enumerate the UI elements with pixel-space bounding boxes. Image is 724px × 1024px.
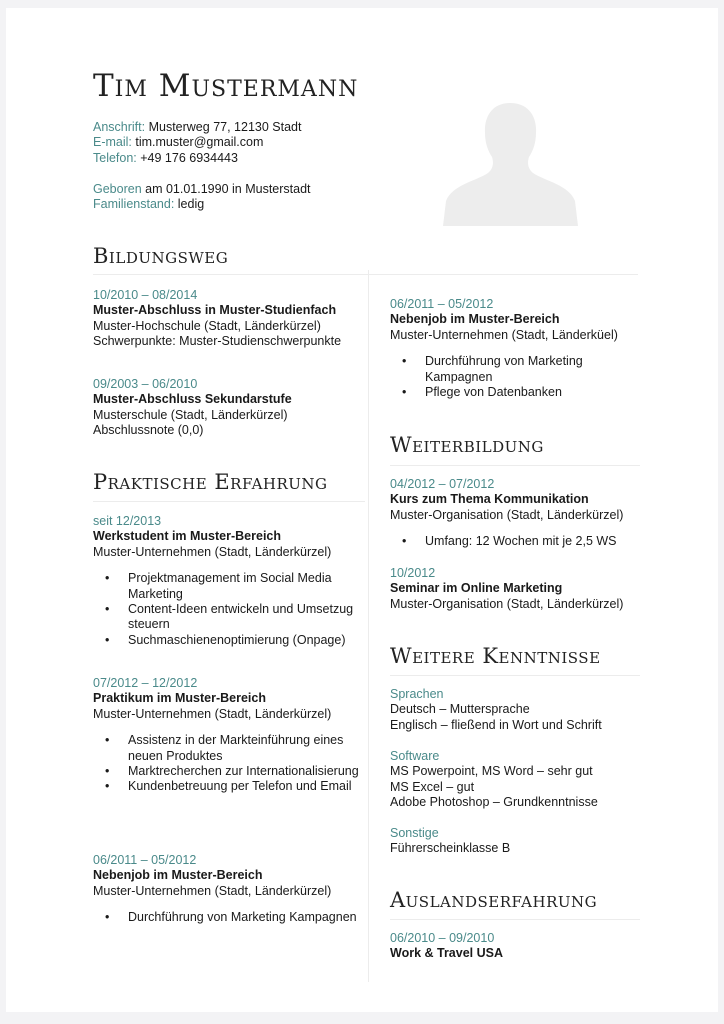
entry-title: Kurs zum Thema Kommunikation [390,492,589,507]
section-title-education: Bildungsweg [93,244,229,268]
entry-title: Werkstudent im Muster-Bereich [93,529,282,544]
status-value: ledig [174,197,205,212]
skills-label: Software [390,749,440,763]
skills-line: Führerscheinklasse B [390,841,511,856]
entry-org: Muster-Unternehmen (Stadt, Länderküel) [390,327,618,342]
skills-label: Sonstige [390,826,439,840]
skills-group [390,749,640,811]
education-entry [93,377,363,439]
entry-title: Seminar im Online Marketing [390,581,563,596]
entry-date: 06/2010 – 09/2010 [390,931,495,945]
entry-title: Muster-Abschluss in Muster-Studienfach [93,303,337,318]
entry-date: 09/2003 – 06/2010 [93,377,198,391]
address-label: Anschrift: [93,120,146,134]
cv-page [6,8,718,1012]
list-item: • Suchmaschienenoptimierung (Onpage) [93,633,363,648]
entry-date: 06/2011 – 05/2012 [390,297,494,311]
address-line [93,120,311,135]
entry-org: Muster-Unternehmen (Stadt, Länderkürzel) [93,706,332,721]
phone-label: Telefon: [93,150,137,165]
birth-label: Geboren [93,181,142,196]
contact-block [93,120,311,212]
entry-date: 06/2011 – 05/2012 [93,853,197,867]
entry-org: Muster-Unternehmen (Stadt, Länderkürzel) [93,544,332,559]
entry-date: 07/2012 – 12/2012 [93,676,198,690]
email-label: E-mail: [93,135,132,150]
experience-entry [93,853,363,926]
divider [390,919,640,920]
entry-org: Muster-Organisation (Stadt, Länderkürzel) [390,596,624,611]
phone-line [93,151,311,166]
birth-value: am 01.01.1990 in Musterstadt [141,181,311,196]
entry-title: Nebenjob im Muster-Bereich [390,312,560,327]
list-item: • Durchführung von Marketing Kampagnen [390,354,640,385]
status-label: Familienstand: [93,197,175,212]
further-education-entry [390,566,640,612]
skills-line: MS Excel – gut [390,779,475,794]
bullet-list [390,534,640,549]
entry-date: 04/2012 – 07/2012 [390,477,495,491]
address-value: Musterweg 77, 12130 Stadt [145,120,302,134]
entry-line: Schwerpunkte: Muster-Studienschwerpunkte [93,334,342,349]
list-item: • Marktrecherchen zur Internationalisierung [93,764,363,779]
experience-entry [93,514,363,648]
entry-line: Abschlussnote (0,0) [93,423,204,438]
entry-line: Muster-Hochschule (Stadt, Länderkürzel) [93,318,321,333]
entry-date: 10/2012 [390,566,436,580]
list-item: • Assistenz in der Markteinführung eines neuen Produktes [93,733,363,764]
profile-photo-placeholder-icon [440,91,581,226]
entry-date: seit 12/2013 [93,514,162,528]
entry-title: Nebenjob im Muster-Bereich [93,868,263,883]
entry-title: Work & Travel USA [390,946,504,961]
abroad-entry [390,931,640,962]
list-item: • Pflege von Datenbanken [390,385,640,400]
divider [93,501,365,502]
status-line [93,197,311,212]
bullet-list [93,733,363,795]
list-item: • Projektmanagement im Social Media Marketing [93,571,363,602]
experience-entry [93,676,363,795]
divider [390,465,640,466]
list-item: • Durchführung von Marketing Kampagnen [93,910,363,925]
skills-group [390,687,640,733]
experience-entry [390,297,640,400]
list-item: • Content-Ideen entwickeln und Umsetzug steuern [93,602,363,633]
column-divider [368,270,369,982]
bullet-list [93,910,363,925]
bullet-list [390,354,640,400]
skills-line: MS Powerpoint, MS Word – sehr gut [390,764,593,779]
email-value: tim.muster@gmail.com [131,135,264,150]
applicant-name: Tim Mustermann [93,68,359,104]
birth-line [93,182,311,197]
entry-line: Musterschule (Stadt, Länderkürzel) [93,407,288,422]
list-item: • Umfang: 12 Wochen mit je 2,5 WS [390,534,640,549]
entry-title: Praktikum im Muster-Bereich [93,691,266,706]
skills-line: Adobe Photoshop – Grundkenntnisse [390,795,598,810]
list-item: • Kundenbetreuung per Telefon und Email [93,779,363,794]
phone-value: +49 176 6934443 [136,150,238,165]
further-education-entry [390,477,640,550]
bullet-list [93,571,363,648]
entry-title: Muster-Abschluss Sekundarstufe [93,392,292,407]
skills-label: Sprachen [390,687,444,701]
section-title-skills: Weitere Kenntnisse [390,644,601,668]
entry-org: Muster-Unternehmen (Stadt, Länderkürzel) [93,883,332,898]
section-title-experience: Praktische Erfahrung [93,470,328,494]
section-title-abroad: Auslandserfahrung [390,888,598,912]
divider [93,274,638,275]
email-line [93,135,311,150]
divider [390,675,640,676]
entry-org: Muster-Organisation (Stadt, Länderkürzel) [390,507,624,522]
skills-line: Deutsch – Muttersprache [390,702,530,717]
skills-group [390,826,640,857]
education-entry [93,288,363,350]
skills-line: Englisch – fließend in Wort und Schrift [390,717,602,732]
section-title-further-education: Weiterbildung [390,433,544,457]
entry-date: 10/2010 – 08/2014 [93,288,198,302]
